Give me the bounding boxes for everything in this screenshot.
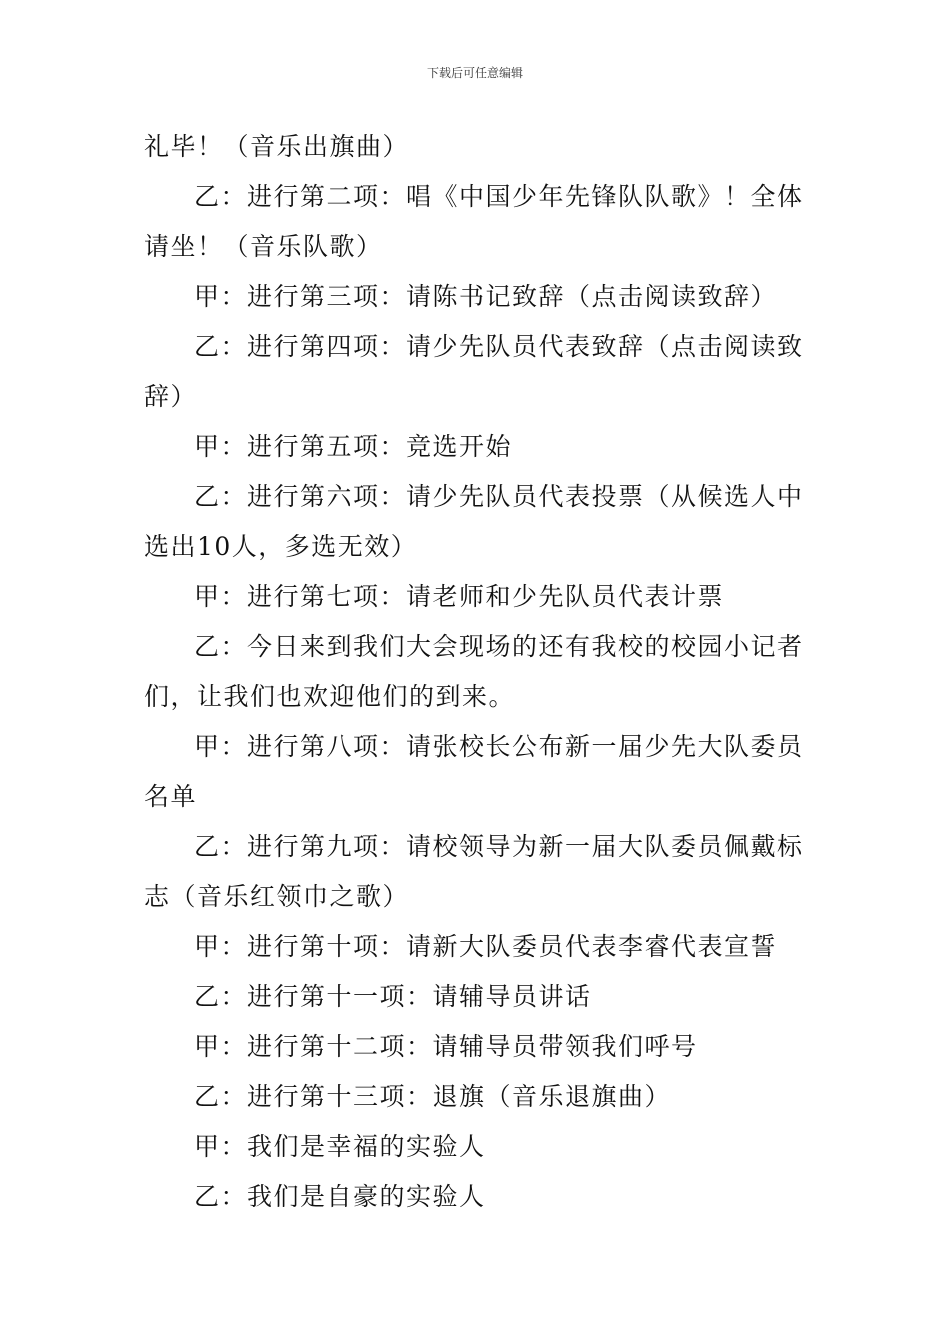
paragraph-14: 乙：进行第十三项：退旗（音乐退旗曲） [194,1082,672,1111]
paragraph-11: 甲：进行第十项：请新大队委员代表李睿代表宣誓 [194,932,778,961]
document-body [144,122,808,1222]
paragraph-2: 乙：进行第二项：唱《中国少年先锋队队歌》！全体请坐！（音乐队歌） [144,182,804,261]
paragraph-13: 甲：进行第十二项：请辅导员带领我们呼号 [194,1032,698,1061]
page-header: 下载后可任意编辑 [426,66,523,80]
paragraph-15: 甲：我们是幸福的实验人 [194,1132,486,1161]
paragraph-8: 乙：今日来到我们大会现场的还有我校的校园小记者们，让我们也欢迎他们的到来。 [144,632,804,711]
paragraph-16: 乙：我们是自豪的实验人 [194,1182,486,1211]
paragraph-5: 甲：进行第五项：竞选开始 [194,432,513,461]
paragraph-4: 乙：进行第四项：请少先队员代表致辞（点击阅读致辞） [144,332,804,411]
paragraph-9: 甲：进行第八项：请张校长公布新一届少先大队委员名单 [144,732,804,811]
paragraph-6: 乙：进行第六项：请少先队员代表投票（从候选人中选出10人，多选无效） [144,482,804,561]
paragraph-7: 甲：进行第七项：请老师和少先队员代表计票 [194,582,725,611]
paragraph-3: 甲：进行第三项：请陈书记致辞（点击阅读致辞） [194,282,778,311]
paragraph-1: 礼毕！（音乐出旗曲） [144,132,410,161]
paragraph-10: 乙：进行第九项：请校领导为新一届大队委员佩戴标志（音乐红领巾之歌） [144,832,804,911]
paragraph-12: 乙：进行第十一项：请辅导员讲话 [194,982,592,1011]
